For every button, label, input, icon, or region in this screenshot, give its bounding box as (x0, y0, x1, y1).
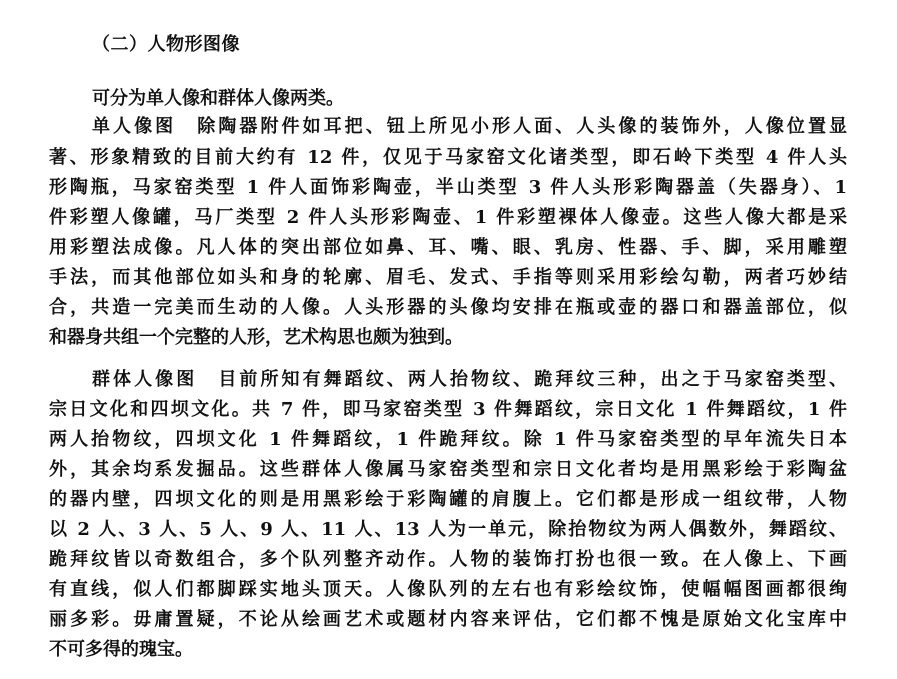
paragraph-line: 和器身共组一个完整的人形，艺术构思也颇为独到。 (49, 327, 463, 348)
paragraph-line: 单人像图 除陶器附件如耳把、钮上所见小形人面、人头像的装饰外，人像位置显 (92, 116, 847, 137)
paragraph-line: 群体人像图 目前所知有舞蹈纹、两人抬物纹、跪拜纹三种，出之于马家窑类型、 (92, 369, 847, 390)
paragraph-line: 宗日文化和四坝文化。共 7 件，即马家窑类型 3 件舞蹈纹，宗日文化 1 件舞蹈纹，1 件 (49, 399, 847, 420)
paragraph-line: 的器内壁，四坝文化的则是用黑彩绘于彩陶罐的肩腹上。它们都是形成一组纹带，人物 (49, 489, 847, 510)
section-heading: （二）人物形图像 (92, 34, 240, 55)
paragraph-line: 不可多得的瑰宝。 (49, 639, 193, 660)
paragraph-line: 形陶瓶，马家窑类型 1 件人面饰彩陶壶，半山类型 3 件人头形彩陶器盖（失器身）、1 (49, 177, 847, 198)
paragraph-line: 合，共造一完美而生动的人像。人头形器的头像均安排在瓶或壶的器口和器盖部位，似 (49, 297, 847, 318)
paragraph-line: 以 2 人、3 人、5 人、9 人、11 人、13 人为一单元，除抬物纹为两人偶数外，舞蹈纹、 (49, 519, 847, 540)
paragraph-line: 可分为单人像和群体人像两类。 (92, 88, 344, 109)
paragraph-line: 用彩塑法成像。凡人体的突出部位如鼻、耳、嘴、眼、乳房、性器、手、脚，采用雕塑 (49, 237, 847, 258)
paragraph-line: 跪拜纹皆以奇数组合，多个队列整齐动作。人物的装饰打扮也很一致。在人像上、下画 (49, 549, 847, 570)
paragraph-line: 两人抬物纹，四坝文化 1 件舞蹈纹，1 件跪拜纹。除 1 件马家窑类型的早年流失日本 (49, 429, 847, 450)
paragraph-line: 有直线，似人们都脚踩实地头顶天。人像队列的左右也有彩绘纹饰，使幅幅图画都很绚 (49, 579, 847, 600)
paragraph-line: 手法，而其他部位如头和身的轮廓、眉毛、发式、手指等则采用彩绘勾勒，两者巧妙结 (49, 267, 847, 288)
paragraph-line: 外，其余均系发掘品。这些群体人像属马家窑类型和宗日文化者均是用黑彩绘于彩陶盆 (49, 459, 847, 480)
paragraph-line: 件彩塑人像罐，马厂类型 2 件人头形彩陶壶、1 件彩塑裸体人像壶。这些人像大都是采 (49, 207, 847, 228)
paragraph-line: 丽多彩。毋庸置疑，不论从绘画艺术或题材内容来评估，它们都不愧是原始文化宝库中 (49, 609, 847, 630)
paragraph-line: 著、形象精致的目前大约有 12 件，仅见于马家窑文化诸类型，即石岭下类型 4 件人头 (49, 147, 847, 168)
